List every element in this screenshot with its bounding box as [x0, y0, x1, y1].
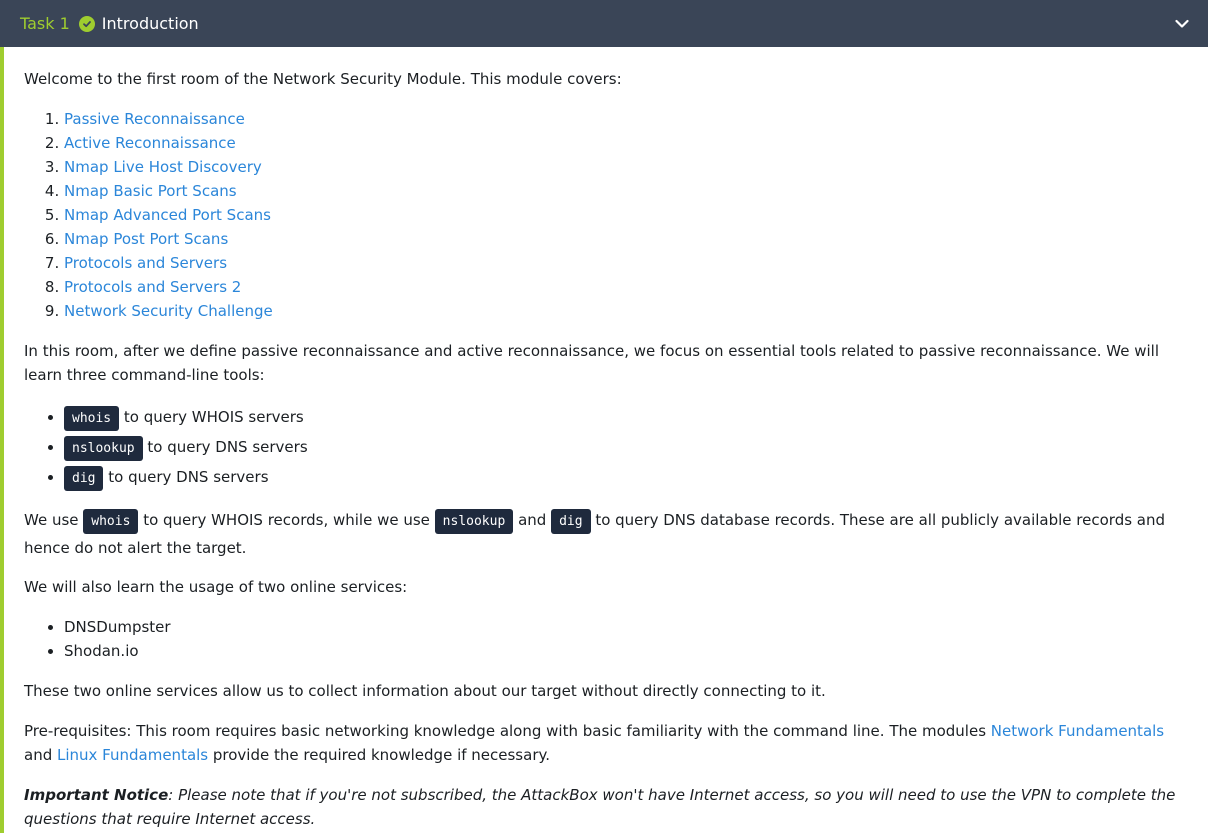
task-title: Introduction: [101, 14, 199, 33]
task-accent-bar: [0, 47, 4, 833]
services-list: [24, 615, 1194, 663]
usage-text: We use: [24, 511, 84, 529]
task-header[interactable]: [0, 0, 1208, 47]
module-item: [64, 131, 1194, 155]
network-fundamentals-link[interactable]: Network Fundamentals: [990, 722, 1165, 740]
tool-item: [64, 463, 1194, 493]
module-link[interactable]: Active Reconnaissance: [64, 134, 236, 152]
module-link[interactable]: Protocols and Servers 2: [64, 278, 242, 296]
tool-list: [24, 403, 1194, 493]
online-paragraph: These two online services allow us to collect information about our target without directly connecting to it.: [24, 682, 826, 700]
usage-text: to query DNS database records. These are all publicly available records and hence do not alert the target.: [24, 511, 1166, 557]
usage-text: and: [513, 511, 552, 529]
tool-code: nslookup: [64, 436, 143, 461]
module-item: [64, 299, 1194, 323]
tool-desc: to query WHOIS servers: [119, 408, 304, 426]
module-link[interactable]: Protocols and Servers: [64, 254, 228, 272]
module-link[interactable]: Nmap Live Host Discovery: [64, 158, 262, 176]
task-content: [24, 47, 1194, 831]
check-circle-icon: [79, 16, 95, 32]
module-link[interactable]: Network Security Challenge: [64, 302, 273, 320]
module-item: [64, 251, 1194, 275]
tool-item: [64, 433, 1194, 463]
module-item: [64, 227, 1194, 251]
module-link[interactable]: Passive Reconnaissance: [64, 110, 245, 128]
prereq-text: and: [24, 746, 57, 764]
intro-text: Welcome to the first room of the Network Security Module. This module covers:: [24, 70, 622, 88]
module-link[interactable]: Nmap Post Port Scans: [64, 230, 229, 248]
service-item: • Shodan.io: [64, 639, 1194, 663]
services-intro: We will also learn the usage of two online services:: [24, 578, 408, 596]
tool-desc: to query DNS servers: [142, 438, 308, 456]
room-paragraph: In this room, after we define passive reconnaissance and active reconnaissance, we focus on essential tools related to passive reconnaissance. We will learn three command-line tools:: [24, 342, 1159, 384]
prereq-text: Pre-requisites: This room requires basic networking knowledge along with basic familiarity with the command line. The modules: [24, 722, 991, 740]
service-item: • DNSDumpster: [64, 615, 1194, 639]
task-number: Task 1: [20, 14, 70, 33]
prereq-text: provide the required knowledge if necessary.: [208, 746, 550, 764]
module-link[interactable]: Nmap Basic Port Scans: [64, 182, 237, 200]
module-item: [64, 203, 1194, 227]
inline-code: whois: [83, 509, 138, 534]
tool-code: dig: [64, 466, 103, 491]
module-list: [24, 107, 1194, 323]
module-item: [64, 107, 1194, 131]
module-item: [64, 275, 1194, 299]
linux-fundamentals-link[interactable]: Linux Fundamentals: [57, 746, 209, 764]
module-item: [64, 179, 1194, 203]
tool-code: whois: [64, 406, 119, 431]
notice-text: : Please note that if you're not subscribed, the AttackBox won't have Internet access, so you will need to use the VPN to complete the questions that require Internet access.: [24, 786, 1176, 828]
module-item: [64, 155, 1194, 179]
usage-paragraph: [24, 507, 1194, 561]
tool-item: [64, 403, 1194, 433]
chevron-down-icon[interactable]: [1174, 16, 1190, 32]
module-link[interactable]: Nmap Advanced Port Scans: [64, 206, 271, 224]
notice-label: Important Notice: [24, 786, 169, 804]
usage-text: to query WHOIS records, while we use: [138, 511, 435, 529]
tool-desc: to query DNS servers: [103, 468, 269, 486]
inline-code: dig: [551, 509, 590, 534]
notice-paragraph: [24, 783, 1194, 831]
prereq-paragraph: [24, 719, 1194, 767]
inline-code: nslookup: [435, 509, 514, 534]
